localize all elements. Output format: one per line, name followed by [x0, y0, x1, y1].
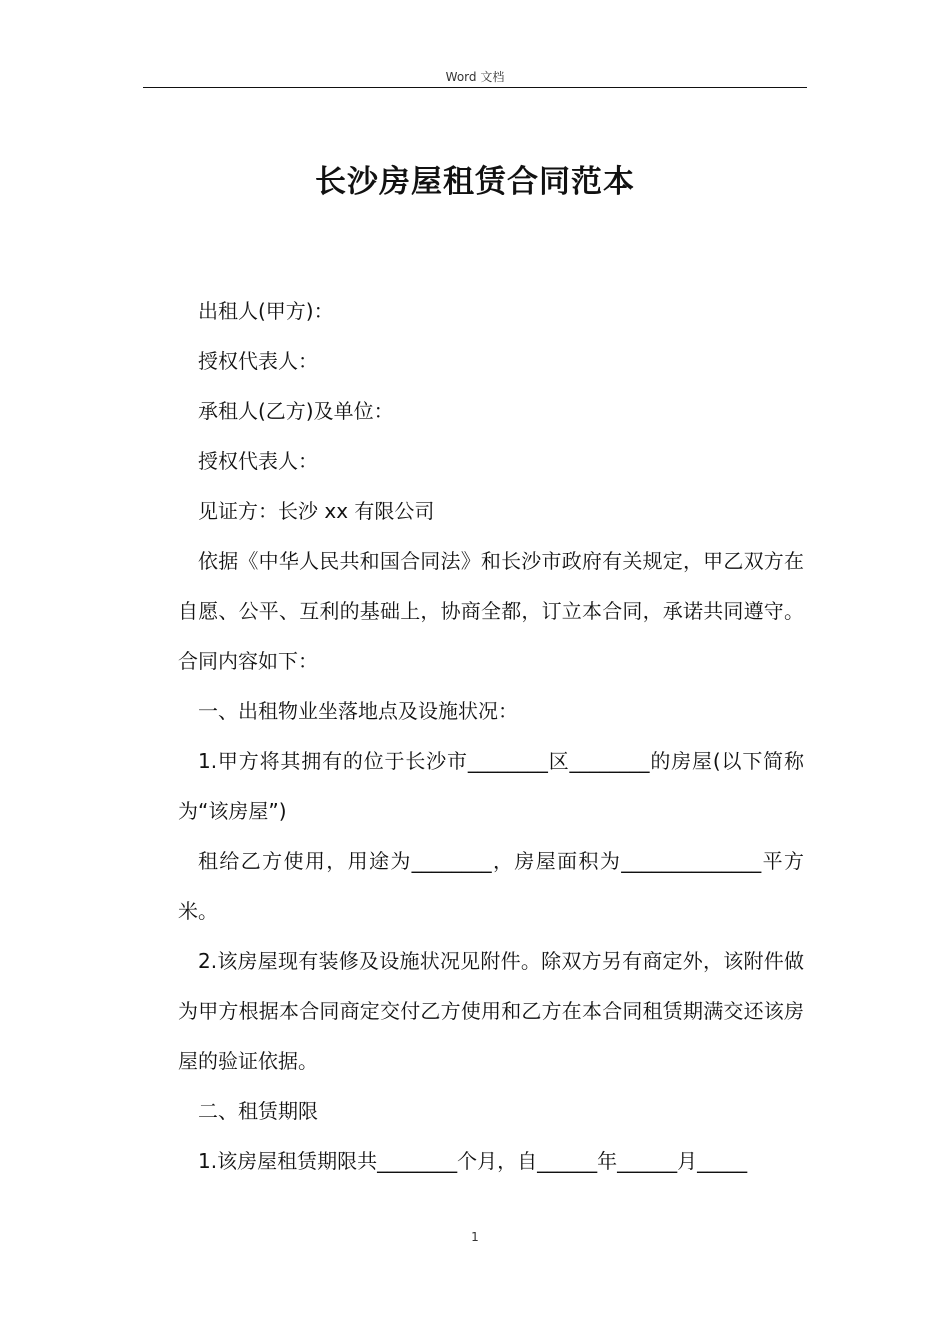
paragraph-lessee: 承租人(乙方)及单位： [198, 399, 394, 423]
paragraph-preamble: 依据《中华人民共和国合同法》和长沙市政府有关规定，甲乙双方在自愿、公平、互利的基础上，协商全都，订立本合同，承诺共同遵守。合同内容如下： [178, 549, 804, 673]
header-label: Word 文档 [445, 70, 505, 84]
paragraph-witness: 见证方：长沙 xx 有限公司 [198, 499, 435, 523]
paragraph-clause-2-1: 1.该房屋租赁期限共________个月，自______年______月_____ [198, 1149, 748, 1173]
page-number: 1 [471, 1230, 479, 1244]
paragraph-lessor-representative: 授权代表人： [198, 349, 318, 373]
paragraph-clause-1-1: 1.甲方将其拥有的位于长沙市________区________的房屋(以下简称为“该房屋”) [178, 749, 804, 823]
document-body [178, 286, 804, 1186]
section-heading-term: 二、租赁期限 [198, 1099, 318, 1123]
paragraph-clause-1-1-cont: 租给乙方使用，用途为________，房屋面积为______________平方米。 [178, 849, 804, 923]
paragraph-lessee-representative: 授权代表人： [198, 449, 318, 473]
document-title: 长沙房屋租赁合同范本 [315, 164, 635, 200]
paragraph-clause-1-2: 2.该房屋现有装修及设施状况见附件。除双方另有商定外，该附件做为甲方根据本合同商定交付乙方使用和乙方在本合同租赁期满交还该房屋的验证依据。 [178, 949, 804, 1073]
paragraph-lessor: 出租人(甲方)： [198, 299, 334, 323]
header-divider [143, 87, 807, 88]
section-heading-property: 一、出租物业坐落地点及设施状况： [198, 699, 518, 723]
